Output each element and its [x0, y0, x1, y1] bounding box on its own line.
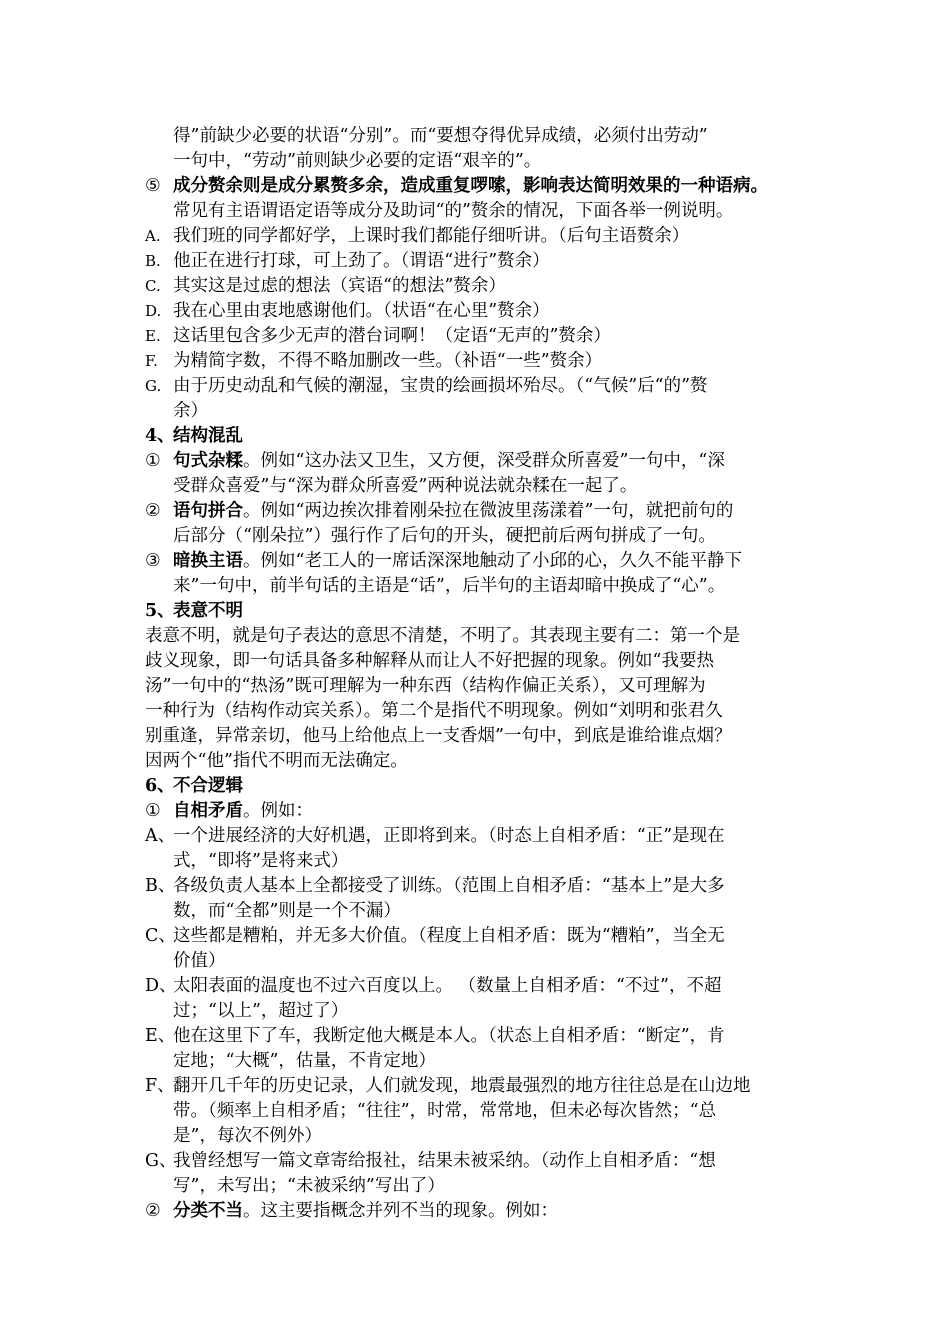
- list-item: C. 其实这是过虑的想法（宾语“的想法”赘余）: [145, 274, 825, 299]
- list-item: A. 我们班的同学都好学，上课时我们都能仔细听讲。（后句主语赘余）: [145, 224, 825, 249]
- list-marker: C、: [145, 926, 176, 946]
- list-marker: F.: [145, 352, 158, 370]
- section-number: 5、: [145, 601, 175, 621]
- list-item-continuation: 过；“以上”，超过了）: [173, 1001, 349, 1021]
- list-item: G、 我曾经想写一篇文章寄给报社，结果未被采纳。（动作上自相矛盾：“想: [145, 1149, 825, 1174]
- section-heading: [145, 599, 825, 624]
- list-marker: B.: [145, 252, 161, 270]
- paragraph-line: 表意不明，就是句子表达的意思不清楚，不明了。其表现主要有二：第一个是: [145, 626, 740, 646]
- continuation-line: 一句中，“劳动”前则缺少必要的定语“艰辛的”。: [173, 151, 542, 171]
- continuation-line: 得”前缺少必要的状语“分别”。而“要想夺得优异成绩，必须付出劳动”: [173, 126, 708, 146]
- list-item-continuation: 价值）: [173, 951, 226, 971]
- list-item: C、 这些都是糟粕，并无多大价值。（程度上自相矛盾：既为“糟粕”，当全无: [145, 924, 825, 949]
- list-item-continuation: 数，而“全都”则是一个不漏）: [173, 901, 401, 921]
- list-marker: B、: [145, 876, 176, 896]
- list-item-continuation: 来”一句中，前半句话的主语是“话”，后半句的主语却暗中换成了“心”。: [173, 576, 726, 596]
- redundancy-description: 常见有主语谓语定语等成分及助词“的”赘余的情况，下面各举一例说明。: [173, 201, 734, 221]
- section-number: 4、: [145, 426, 175, 446]
- paragraph-line: 别重逢，异常亲切，他马上给他点上一支香烟”一句中，到底是谁给谁点烟？: [145, 726, 732, 746]
- term: 分类不当: [173, 1201, 243, 1221]
- paragraph-line: 因两个“他”指代不明而无法确定。: [145, 751, 408, 771]
- subsection-item: ① 自相矛盾。例如：: [145, 799, 825, 824]
- circled-number-3: ③: [145, 551, 161, 571]
- section-heading: [145, 774, 825, 799]
- list-marker: E.: [145, 327, 161, 345]
- section-heading: [145, 424, 825, 449]
- section-title: 结构混乱: [173, 426, 243, 446]
- term: 语句拼合: [173, 501, 243, 521]
- list-item-continuation: 是”，每次不例外）: [173, 1126, 322, 1146]
- list-item: F. 为精简字数，不得不略加删改一些。（补语“一些”赘余）: [145, 349, 825, 374]
- circled-number-1: ①: [145, 801, 161, 821]
- list-marker: G.: [145, 377, 162, 395]
- list-item: E、 他在这里下了车，我断定他大概是本人。（状态上自相矛盾：“断定”，肯: [145, 1024, 825, 1049]
- section-number: 6、: [145, 776, 175, 796]
- list-item: F、 翻开几千年的历史记录，人们就发现，地震最强烈的地方往往总是在山边地: [145, 1074, 825, 1099]
- list-marker: F、: [145, 1076, 175, 1096]
- list-marker: D.: [145, 302, 162, 320]
- list-item: D. 我在心里由衷地感谢他们。（状语“在心里”赘余）: [145, 299, 825, 324]
- paragraph-line: 一种行为（结构作动宾关系）。第二个是指代不明现象。例如“刘明和张君久: [145, 701, 723, 721]
- list-marker: C.: [145, 277, 161, 295]
- section-title: 不合逻辑: [173, 776, 243, 796]
- list-item-continuation: 受群众喜爱”与“深为群众所喜爱”两种说法就杂糅在一起了。: [173, 476, 638, 496]
- list-item: ① 句式杂糅。例如“这办法又卫生，又方便，深受群众所喜爱”一句中，“深: [145, 449, 825, 474]
- list-marker: G、: [145, 1151, 177, 1171]
- list-item: D、 太阳表面的温度也不过六百度以上。 （数量上自相矛盾：“不过”，不超: [145, 974, 825, 999]
- term: 自相矛盾: [173, 801, 243, 821]
- paragraph-line: 汤”一句中的“热汤”既可理解为一种东西（结构作偏正关系），又可理解为: [145, 676, 706, 696]
- list-item-continuation: 写”，未写出；“未被采纳”写出了）: [173, 1176, 445, 1196]
- circled-number-5: ⑤: [145, 176, 161, 196]
- redundancy-item: [145, 174, 825, 199]
- subsection-item: ② 分类不当。这主要指概念并列不当的现象。例如：: [145, 1199, 825, 1224]
- section-title: 表意不明: [173, 601, 243, 621]
- list-marker: E、: [145, 1026, 176, 1046]
- list-item: B. 他正在进行打球，可上劲了。（谓语“进行”赘余）: [145, 249, 825, 274]
- circled-number-1: ①: [145, 451, 161, 471]
- list-item: B、 各级负责人基本上全都接受了训练。（范围上自相矛盾：“基本上”是大多: [145, 874, 825, 899]
- circled-number-2: ②: [145, 1201, 161, 1221]
- list-item: ② 语句拼合。例如“两边挨次排着刚朵拉在微波里荡漾着”一句，就把前句的: [145, 499, 825, 524]
- list-item: G. 由于历史动乱和气候的潮湿，宝贵的绘画损坏殆尽。（“气候”后“的”赘: [145, 374, 825, 399]
- list-item-continuation: 式，“即将”是将来式）: [173, 851, 349, 871]
- circled-number-2: ②: [145, 501, 161, 521]
- list-marker: A、: [145, 826, 176, 846]
- list-item: A、 一个进展经济的大好机遇，正即将到来。（时态上自相矛盾：“正”是现在: [145, 824, 825, 849]
- list-item: E. 这话里包含多少无声的潜台词啊！（定语“无声的”赘余）: [145, 324, 825, 349]
- document-body: [145, 124, 825, 1224]
- term: 句式杂糅: [173, 451, 243, 471]
- list-item-continuation: 后部分（“刚朵拉”）强行作了后句的开头，硬把前后两句拼成了一句。: [173, 526, 716, 546]
- term: 暗换主语: [173, 551, 243, 571]
- list-item-continuation: 余）: [173, 401, 208, 421]
- list-marker: A.: [145, 227, 161, 245]
- list-item-continuation: 定地；“大概”，估量，不肯定地）: [173, 1051, 436, 1071]
- redundancy-definition: 成分赘余则是成分累赘多余，造成重复啰嗦，影响表达简明效果的一种语病。: [173, 176, 768, 196]
- list-item-continuation: 带。（频率上自相矛盾；“往往”，时常，常常地，但未必每次皆然；“总: [173, 1101, 717, 1121]
- list-marker: D、: [145, 976, 177, 996]
- paragraph-line: 歧义现象，即一句话具备多种解释从而让人不好把握的现象。例如“我要热: [145, 651, 714, 671]
- list-item: ③ 暗换主语。例如“老工人的一席话深深地触动了小邱的心，久久不能平静下: [145, 549, 825, 574]
